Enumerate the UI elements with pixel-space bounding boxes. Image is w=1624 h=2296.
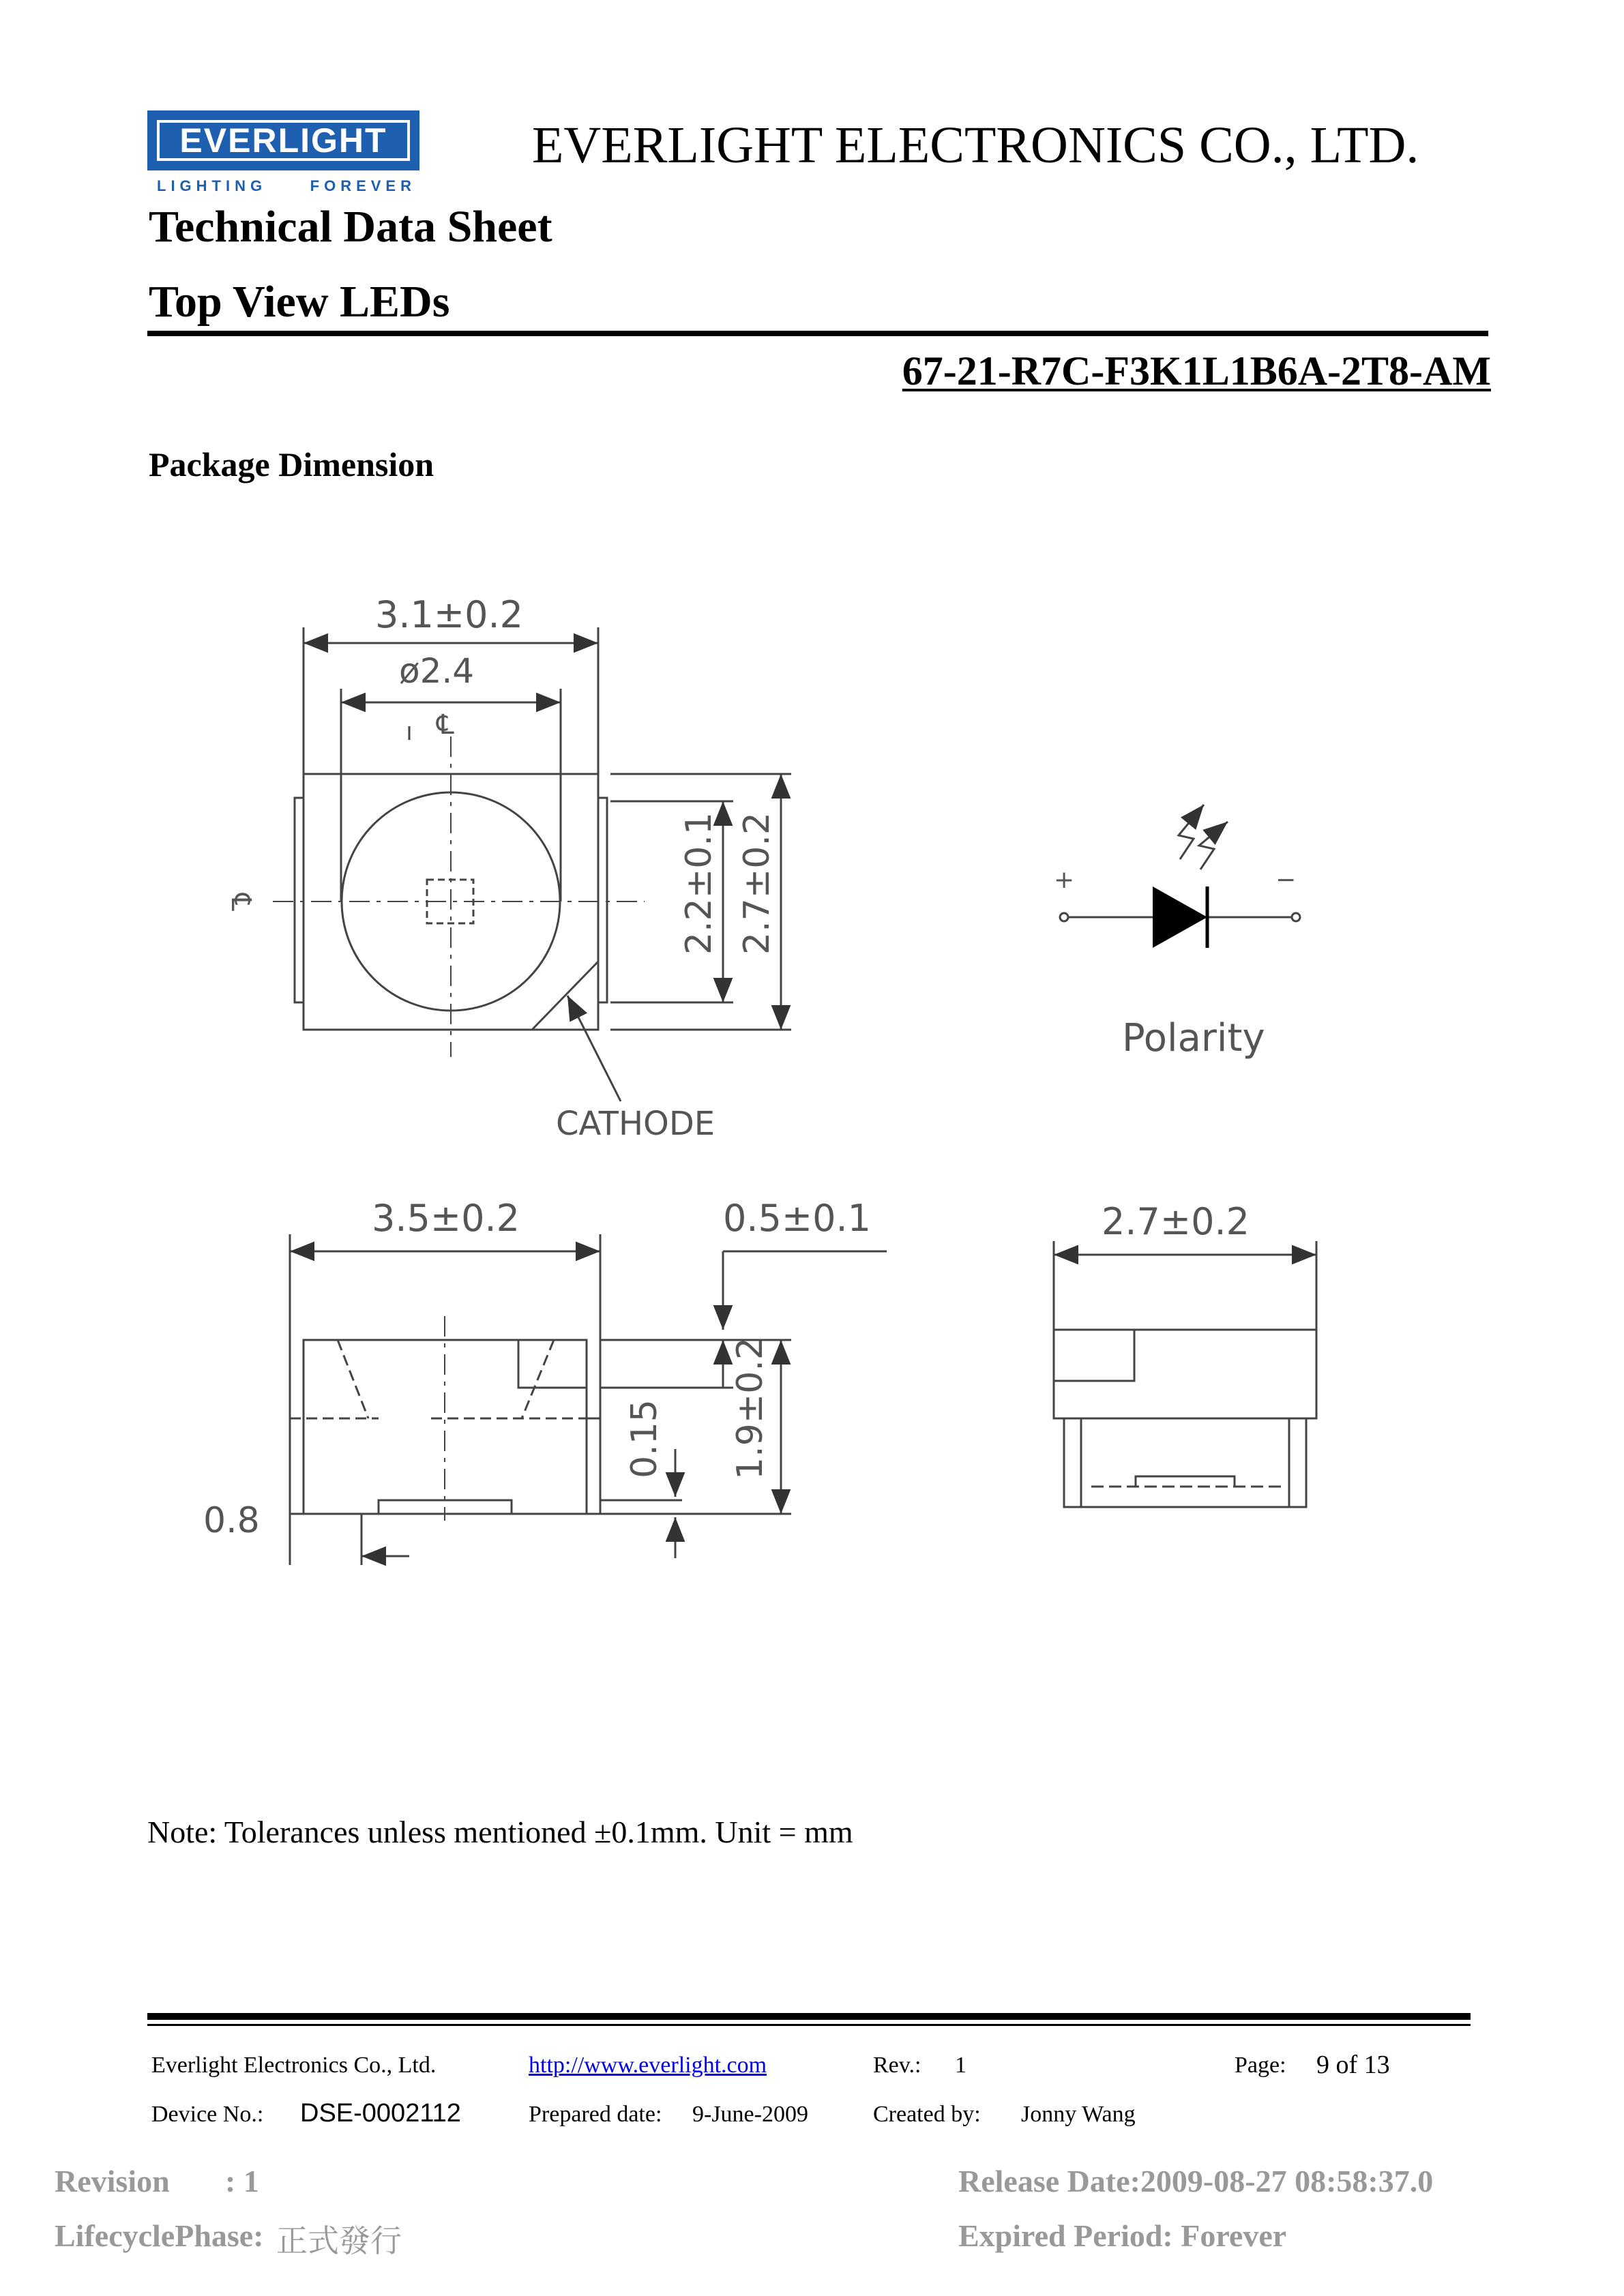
label-outer-height: 2.7±0.2	[737, 812, 778, 955]
company-name: EVERLIGHT ELECTRONICS CO., LTD.	[532, 117, 1419, 174]
logo-tagline-left: LIGHTING	[157, 177, 267, 194]
polarity-minus: −	[1275, 866, 1297, 894]
emission-arrow-1	[1179, 805, 1204, 859]
polarity-plus: +	[1054, 866, 1075, 894]
label-top-width: 3.1±0.2	[375, 593, 524, 636]
stamp-lifecycle-label: LifecyclePhase:	[55, 2218, 264, 2253]
end-view-body	[1054, 1330, 1316, 1418]
centerline-symbol-left: ℄	[224, 893, 256, 911]
footer-url-link[interactable]: http://www.everlight.com	[529, 2053, 767, 2078]
emission-arrow-2	[1199, 822, 1228, 869]
stamp-expired-period: Expired Period: Forever	[958, 2218, 1287, 2253]
doc-title: Technical Data Sheet	[149, 202, 552, 252]
cathode-leader	[567, 996, 621, 1101]
part-number: 67-21-R7C-F3K1L1B6A-2T8-AM	[902, 348, 1491, 393]
section-title: Package Dimension	[149, 445, 434, 483]
footer-rev-label: Rev.:	[873, 2053, 921, 2078]
label-lead-thickness: 0.5±0.1	[723, 1197, 872, 1240]
label-side-height: 1.9±0.2	[730, 1337, 771, 1480]
top-view-lead-left	[295, 798, 304, 1002]
label-pad-length: 0.8	[203, 1500, 260, 1541]
label-inner-height: 2.2±0.1	[679, 812, 720, 955]
footer-prepared-label: Prepared date:	[529, 2102, 662, 2127]
end-view-base	[1064, 1418, 1306, 1507]
stamp-lifecycle-value: 正式發行	[276, 2222, 402, 2259]
stamp-revision-value: : 1	[225, 2164, 259, 2198]
label-side-length: 3.5±0.2	[372, 1197, 520, 1240]
footer-created-label: Created by:	[873, 2102, 981, 2127]
footer-rev-value: 1	[955, 2053, 966, 2078]
footer-device-value: DSE-0002112	[300, 2099, 461, 2128]
footer-rule-thin	[147, 2024, 1471, 2026]
label-lens-diameter: ø2.4	[399, 651, 475, 691]
stamp-revision-label: Revision	[55, 2164, 170, 2198]
doc-subtitle: Top View LEDs	[149, 277, 450, 327]
polarity-cathode-terminal	[1292, 913, 1300, 921]
tolerance-note: Note: Tolerances unless mentioned ±0.1mm. Unit = mm	[147, 1815, 853, 1849]
logo-text: EVERLIGHT	[179, 121, 387, 160]
cathode-chamfer	[532, 961, 598, 1030]
polarity-label: Polarity	[1122, 1016, 1265, 1060]
top-view-lead-right	[598, 798, 607, 1002]
stamp-release-date: Release Date:2009-08-27 08:58:37.0	[958, 2164, 1434, 2198]
diode-triangle	[1153, 886, 1207, 948]
footer-prepared-value: 9-June-2009	[692, 2102, 808, 2127]
footer-page-value: 9 of 13	[1316, 2051, 1390, 2079]
label-standoff: 0.15	[624, 1399, 665, 1478]
cathode-label: CATHODE	[556, 1105, 715, 1143]
centerline-symbol-top: ℄	[437, 709, 454, 741]
logo-tagline-right: FOREVER	[310, 177, 416, 194]
label-end-width: 2.7±0.2	[1102, 1200, 1250, 1243]
footer-company: Everlight Electronics Co., Ltd.	[151, 2053, 437, 2078]
footer-rule-thick	[147, 2013, 1471, 2020]
footer-created-value: Jonny Wang	[1021, 2102, 1136, 2127]
footer-device-label: Device No.:	[151, 2102, 264, 2127]
footer-page-label: Page:	[1235, 2053, 1286, 2078]
polarity-anode-terminal	[1060, 913, 1068, 921]
